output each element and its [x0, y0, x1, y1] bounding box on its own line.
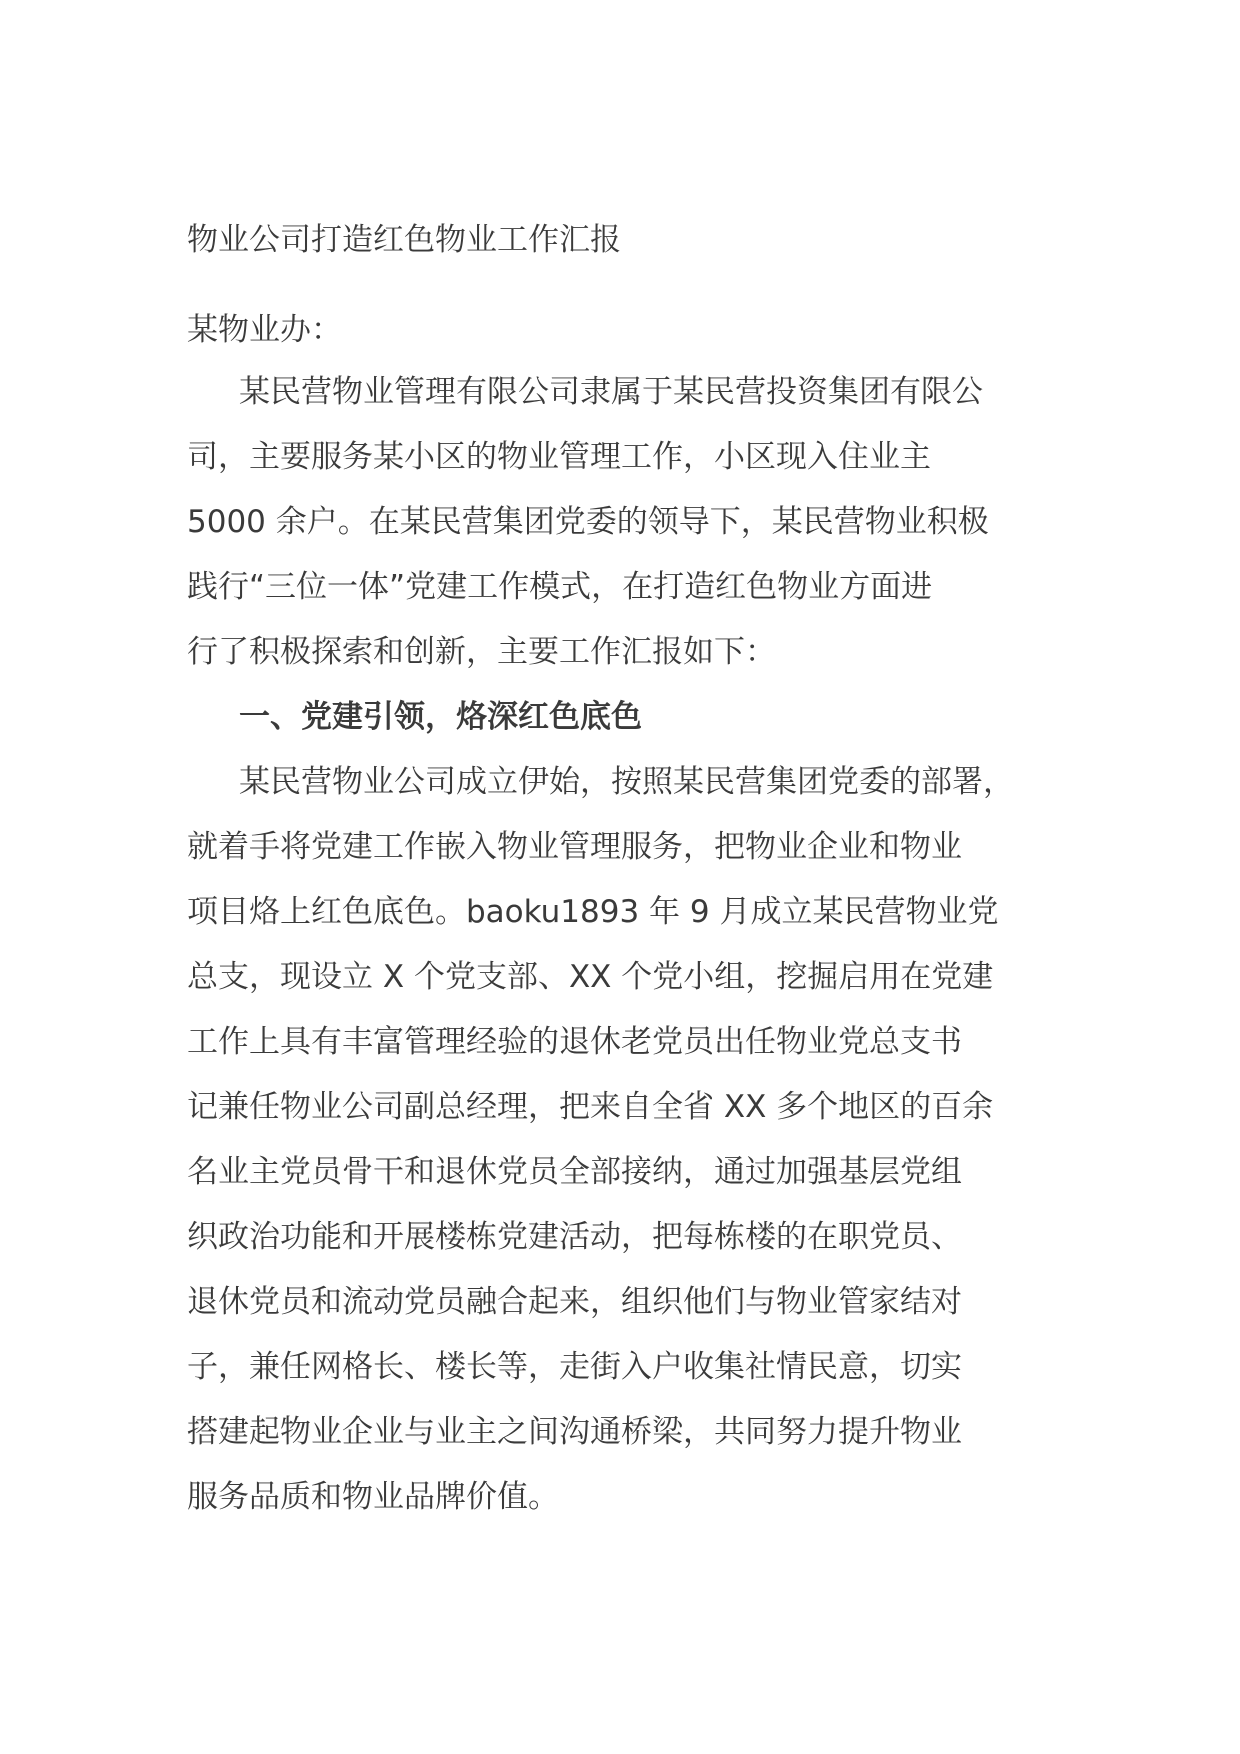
intro-paragraph [187, 360, 1067, 685]
paragraph-line: 总支，现设立 X 个党支部、XX 个党小组，挖掘启用在党建 [187, 959, 994, 995]
paragraph-line: 织政治功能和开展楼栋党建活动，把每栋楼的在职党员、 [187, 1219, 962, 1255]
document-page [187, 210, 1067, 1530]
paragraph-line: 就着手将党建工作嵌入物业管理服务，把物业企业和物业 [187, 829, 962, 865]
paragraph-line: 践行“三位一体”党建工作模式，在打造红色物业方面进 [187, 569, 933, 605]
paragraph-line: 子，兼任网格长、楼长等，走街入户收集社情民意，切实 [187, 1349, 962, 1385]
paragraph-line: 项目烙上红色底色。baoku1893 年 9 月成立某民营物业党 [187, 894, 999, 930]
paragraph-line: 记兼任物业公司副总经理，把来自全省 XX 多个地区的百余 [187, 1089, 994, 1125]
paragraph-line: 搭建起物业企业与业主之间沟通桥梁，共同努力提升物业 [187, 1414, 962, 1450]
document-title: 物业公司打造红色物业工作汇报 [187, 222, 621, 258]
paragraph-line: 工作上具有丰富管理经验的退休老党员出任物业党总支书 [187, 1024, 962, 1060]
paragraph-line: 5000 余户。在某民营集团党委的领导下，某民营物业积极 [187, 504, 989, 540]
section-paragraph [187, 750, 1067, 1530]
paragraph-line: 司，主要服务某小区的物业管理工作，小区现入住业主 [187, 439, 931, 475]
paragraph-line: 退休党员和流动党员融合起来，组织他们与物业管家结对 [187, 1284, 962, 1320]
paragraph-line: 行了积极探索和创新，主要工作汇报如下： [187, 634, 776, 670]
addressee: 某物业办： [187, 312, 342, 348]
section-heading: 一、党建引领，烙深红色底色 [239, 699, 642, 735]
paragraph-line: 某民营物业公司成立伊始，按照某民营集团党委的部署， [239, 764, 1014, 800]
paragraph-line: 名业主党员骨干和退休党员全部接纳，通过加强基层党组 [187, 1154, 962, 1190]
paragraph-line: 服务品质和物业品牌价值。 [187, 1479, 559, 1515]
paragraph-line: 某民营物业管理有限公司隶属于某民营投资集团有限公 [239, 374, 983, 410]
